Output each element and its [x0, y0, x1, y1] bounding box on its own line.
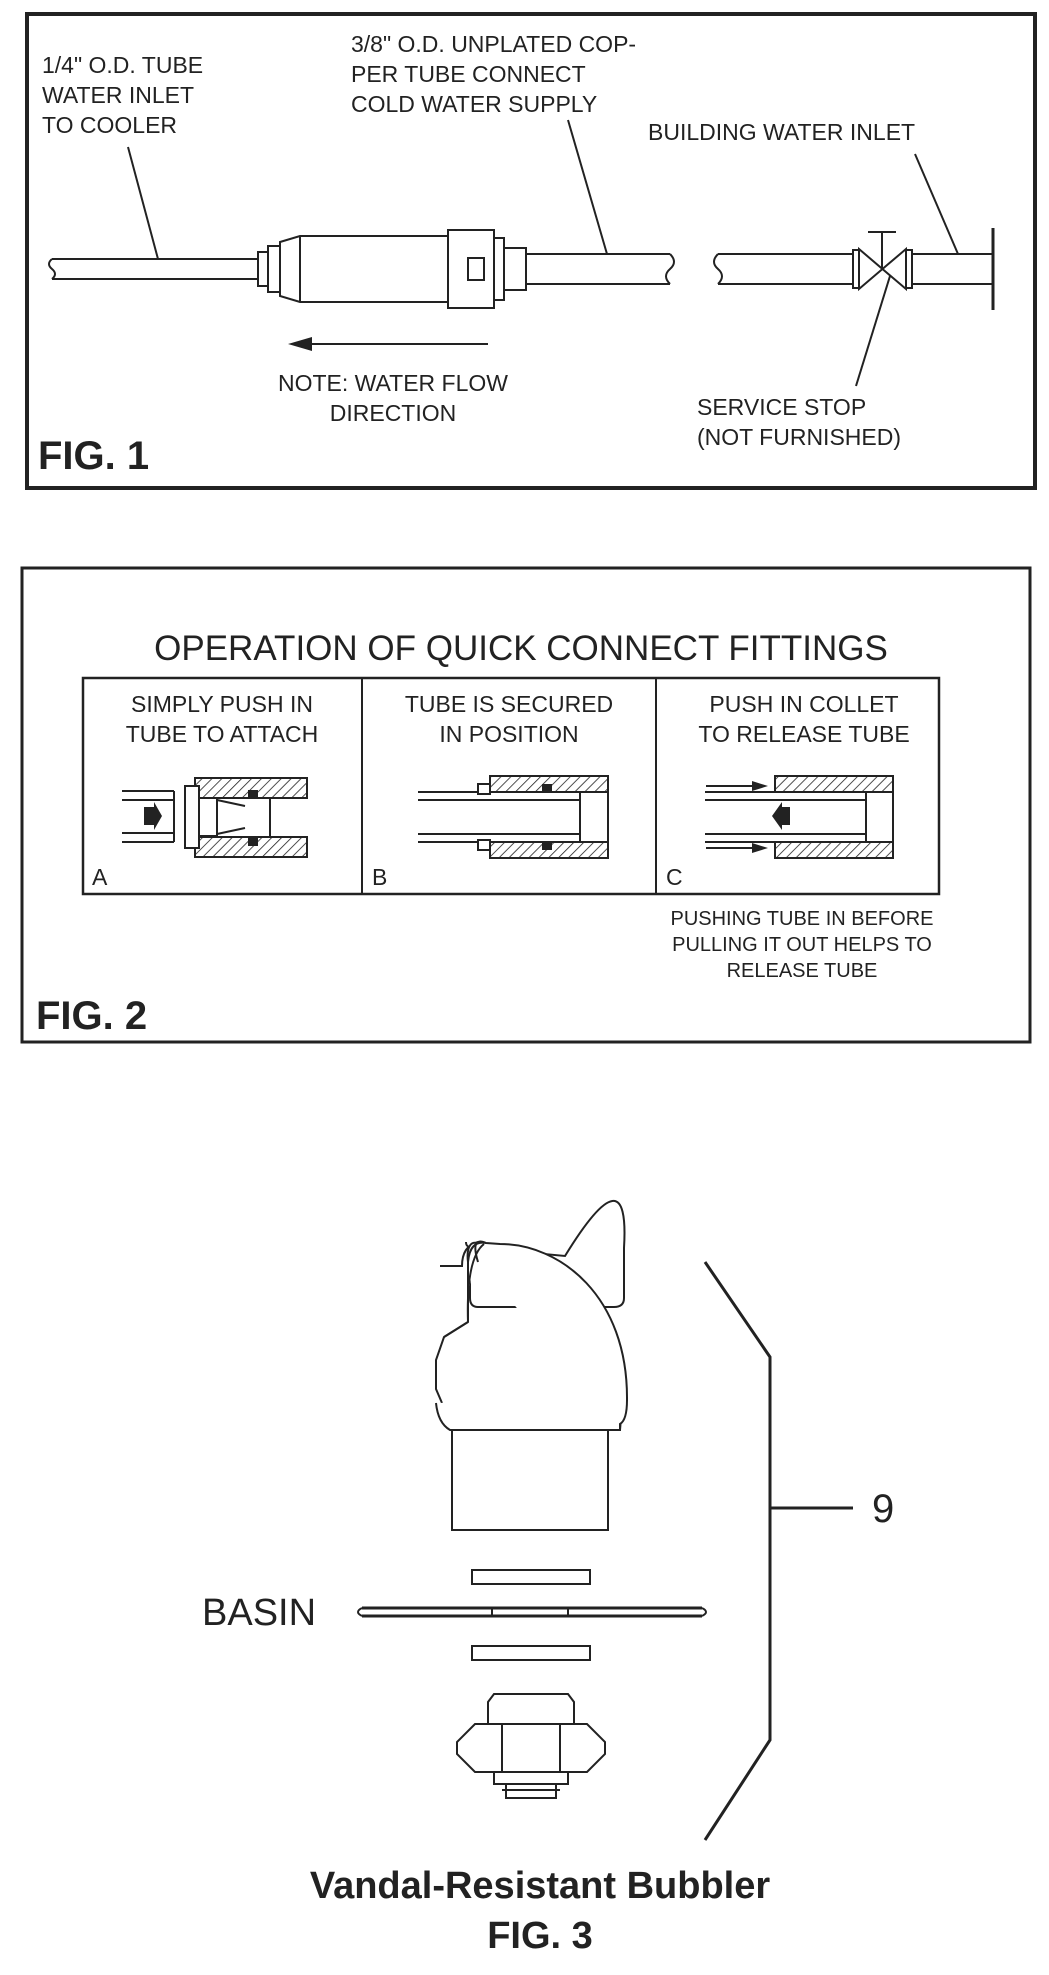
fig3-caption-title: Vandal-Resistant Bubbler — [309, 1865, 771, 1907]
fig2-panel — [22, 568, 1030, 1042]
assembly-bracket — [705, 1262, 770, 1840]
lower-gasket — [472, 1646, 590, 1660]
push-arrow-icon — [144, 802, 162, 830]
label-tube-inlet-1: 1/4" O.D. TUBE — [42, 52, 204, 78]
label-tube-inlet-3: TO COOLER — [42, 112, 178, 138]
panel-a-letter: A — [92, 864, 108, 890]
fig2-label: FIG. 2 — [36, 994, 148, 1038]
leader-copper-tube — [568, 120, 607, 254]
fig3-panel — [202, 1201, 894, 1957]
fig1-panel — [27, 14, 1035, 488]
leader-service-stop — [856, 276, 890, 386]
leader-tube-inlet — [128, 147, 158, 259]
fig2-note-3: RELEASE TUBE — [726, 960, 878, 982]
basin-plate — [358, 1608, 706, 1616]
part-number: 9 — [872, 1487, 895, 1531]
panel-c-caption-1: PUSH IN COLLET — [709, 691, 899, 717]
label-copper-tube-2: PER TUBE CONNECT — [351, 61, 586, 87]
inlet-tube — [49, 259, 258, 279]
panel-b — [372, 691, 613, 890]
flow-direction-arrow — [288, 337, 488, 351]
service-stop-valve — [859, 232, 906, 289]
panel-b-letter: B — [372, 864, 388, 890]
label-flow-note-1: NOTE: WATER FLOW — [278, 370, 508, 396]
fig3-label: FIG. 3 — [487, 1915, 593, 1957]
panel-a-caption-2: TUBE TO ATTACH — [125, 721, 319, 747]
label-tube-inlet-2: WATER INLET — [42, 82, 195, 108]
fig2-note-2: PULLING IT OUT HELPS TO — [672, 934, 932, 956]
label-flow-note-2: DIRECTION — [329, 400, 457, 426]
label-copper-tube-1: 3/8" O.D. UNPLATED COP- — [351, 31, 637, 57]
panel-c — [666, 691, 910, 890]
panel-a — [92, 691, 318, 890]
copper-tube — [526, 254, 674, 284]
panel-c-caption-2: TO RELEASE TUBE — [698, 721, 910, 747]
quick-connect-fitting — [258, 230, 526, 308]
panel-a-caption-1: SIMPLY PUSH IN — [131, 691, 313, 717]
fig2-title: OPERATION OF QUICK CONNECT FITTINGS — [154, 629, 888, 668]
bubbler-head — [436, 1201, 627, 1530]
panel-b-caption-1: TUBE IS SECURED — [404, 691, 614, 717]
release-arrow-icon — [772, 802, 790, 830]
fig1-label: FIG. 1 — [38, 434, 150, 478]
upper-gasket — [472, 1570, 590, 1584]
mounting-nut — [457, 1694, 605, 1798]
label-service-stop-2: (NOT FURNISHED) — [697, 424, 902, 450]
label-service-stop-1: SERVICE STOP — [697, 394, 867, 420]
panel-b-caption-2: IN POSITION — [439, 721, 579, 747]
basin-label: BASIN — [202, 1592, 317, 1634]
label-copper-tube-3: COLD WATER SUPPLY — [351, 91, 598, 117]
label-building-inlet: BUILDING WATER INLET — [648, 119, 916, 145]
leader-building-inlet — [915, 154, 958, 254]
fig2-note-1: PUSHING TUBE IN BEFORE — [670, 908, 934, 930]
panel-c-letter: C — [666, 864, 683, 890]
